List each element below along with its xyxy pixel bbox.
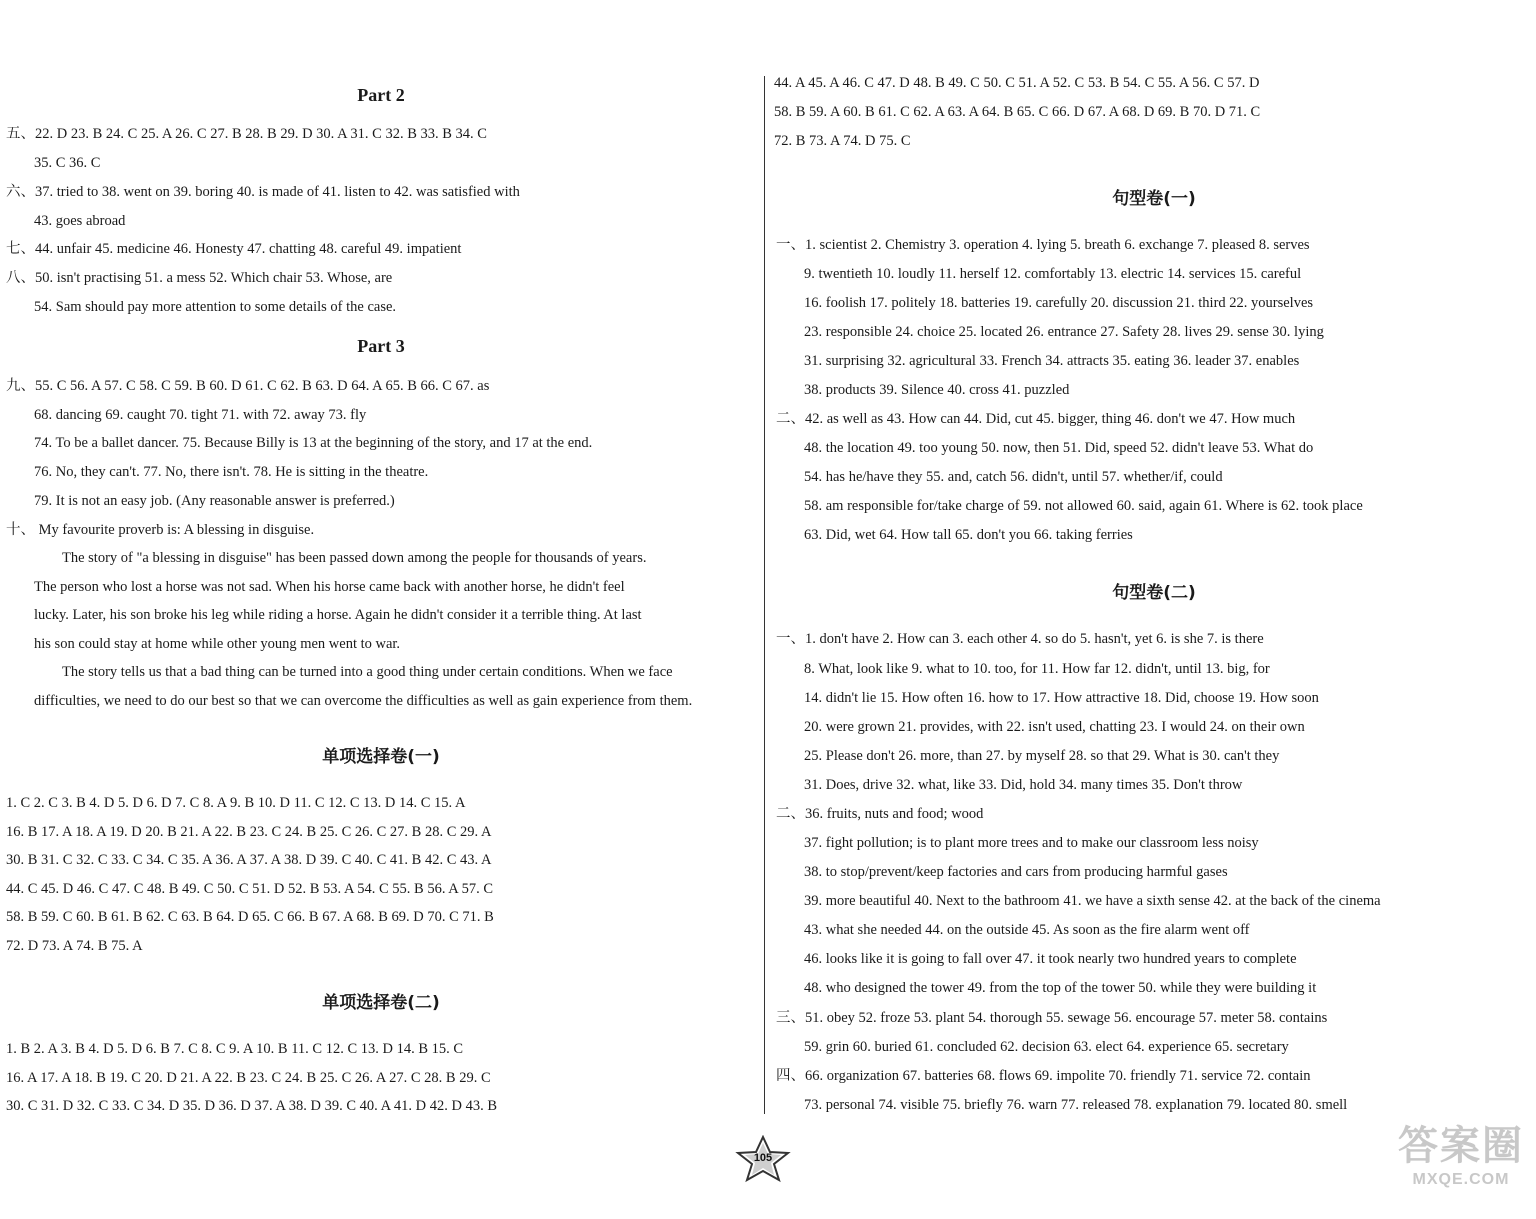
answer-line: 五、22. D 23. B 24. C 25. A 26. C 27. B 28. B 29. D 30. A 31. C 32. B 33. B 34. C (6, 126, 487, 142)
answer-line: 14. didn't lie 15. How often 16. how to 17. How attractive 18. Did, choose 19. How soon (804, 690, 1319, 706)
section-heading: 单项选择卷(二) (322, 993, 440, 1013)
answer-line: 37. fight pollution; is to plant more trees and to make our classroom less noisy (804, 835, 1259, 851)
answer-line: 79. It is not an easy job. (Any reasonable answer is preferred.) (34, 493, 395, 509)
answer-line: 44. C 45. D 46. C 47. C 48. B 49. C 50. C 51. D 52. B 53. A 54. C 55. B 56. A 57. C (6, 881, 494, 897)
answer-line: 三、51. obey 52. froze 53. plant 54. thorough 55. sewage 56. encourage 57. meter 58. contains (776, 1010, 1328, 1026)
answer-line: 72. B 73. A 74. D 75. C (774, 133, 911, 149)
page-number: 105 (753, 1152, 773, 1164)
answer-line: 8. What, look like 9. what to 10. too, for 11. How far 12. didn't, until 13. big, for (804, 661, 1270, 677)
answer-line: 30. B 31. C 32. C 33. C 34. C 35. A 36. A 37. A 38. D 39. C 40. C 41. B 42. C 43. A (6, 852, 492, 868)
answer-line: 43. goes abroad (34, 213, 126, 229)
section-heading: 句型卷(二) (1112, 583, 1196, 603)
answer-line: 44. A 45. A 46. C 47. D 48. B 49. C 50. C 51. A 52. C 53. B 54. C 55. A 56. C 57. D (774, 75, 1260, 91)
answer-line: lucky. Later, his son broke his leg while riding a horse. Again he didn't consider it a terrible thing. At last (34, 607, 642, 623)
answer-line: 63. Did, wet 64. How tall 65. don't you 66. taking ferries (804, 527, 1133, 543)
answer-line: 二、36. fruits, nuts and food; wood (776, 806, 984, 822)
answer-line: 四、66. organization 67. batteries 68. flows 69. impolite 70. friendly 71. service 72. contain (776, 1068, 1311, 1084)
answer-line: 58. B 59. A 60. B 61. C 62. A 63. A 64. B 65. C 66. D 67. A 68. D 69. B 70. D 71. C (774, 104, 1261, 120)
answer-line: 1. C 2. C 3. B 4. D 5. D 6. D 7. C 8. A 9. B 10. D 11. C 12. C 13. D 14. C 15. A (6, 795, 466, 811)
answer-line: 31. Does, drive 32. what, like 33. Did, hold 34. many times 35. Don't throw (804, 777, 1243, 793)
answer-line: 73. personal 74. visible 75. briefly 76. warn 77. released 78. explanation 79. located 80. smell (804, 1097, 1348, 1113)
answer-line: 72. D 73. A 74. B 75. A (6, 938, 143, 954)
answer-line: 59. grin 60. buried 61. concluded 62. decision 63. elect 64. experience 65. secretary (804, 1039, 1289, 1055)
answer-line: 43. what she needed 44. on the outside 45. As soon as the fire alarm went off (804, 922, 1250, 938)
answer-line: 16. foolish 17. politely 18. batteries 19. carefully 20. discussion 21. third 22. yourselves (804, 295, 1314, 311)
answer-line: 54. Sam should pay more attention to some details of the case. (34, 299, 397, 315)
answer-line: 48. who designed the tower 49. from the top of the tower 50. while they were building it (804, 980, 1317, 996)
answer-line: 1. B 2. A 3. B 4. D 5. D 6. B 7. C 8. C 9. A 10. B 11. C 12. C 13. D 14. B 15. C (6, 1041, 464, 1057)
answer-line: 48. the location 49. too young 50. now, then 51. Did, speed 52. didn't leave 53. What do (804, 440, 1314, 456)
answer-line: his son could stay at home while other young men went to war. (34, 636, 401, 652)
watermark-url: MXQE.COM (1412, 1171, 1510, 1188)
answer-line: 十、 My favourite proverb is: A blessing in disguise. (6, 522, 315, 538)
answer-line: 9. twentieth 10. loudly 11. herself 12. comfortably 13. electric 14. services 15. careful (804, 266, 1302, 282)
answer-line: 六、37. tried to 38. went on 39. boring 40. is made of 41. listen to 42. was satisfied with (6, 184, 520, 200)
watermark-logo (1396, 1121, 1526, 1211)
answer-line: 68. dancing 69. caught 70. tight 71. with 72. away 73. fly (34, 407, 367, 423)
answer-line: 八、50. isn't practising 51. a mess 52. Which chair 53. Whose, are (6, 270, 393, 286)
answer-line: The story of "a blessing in disguise" has been passed down among the people for thousands of years. (62, 550, 647, 566)
column-divider (764, 76, 765, 1114)
answer-line: 76. No, they can't. 77. No, there isn't. 78. He is sitting in the theatre. (34, 464, 429, 480)
answer-line: 25. Please don't 26. more, than 27. by myself 28. so that 29. What is 30. can't they (804, 748, 1280, 764)
section-heading: Part 3 (357, 336, 405, 356)
answer-line: 74. To be a ballet dancer. 75. Because Billy is 13 at the beginning of the story, and 17 at the end. (34, 435, 593, 451)
section-heading: Part 2 (357, 85, 405, 105)
answer-line: 38. products 39. Silence 40. cross 41. puzzled (804, 382, 1070, 398)
answer-line: 58. B 59. C 60. B 61. B 62. C 63. B 64. D 65. C 66. B 67. A 68. B 69. D 70. C 71. B (6, 909, 494, 925)
answer-line: 16. A 17. A 18. B 19. C 20. D 21. A 22. B 23. C 24. B 25. C 26. A 27. C 28. B 29. C (6, 1070, 491, 1086)
answer-line: 30. C 31. D 32. C 33. C 34. D 35. D 36. D 37. A 38. D 39. C 40. A 41. D 42. D 43. B (6, 1098, 498, 1114)
answer-line: 七、44. unfair 45. medicine 46. Honesty 47. chatting 48. careful 49. impatient (6, 241, 462, 257)
answer-line: 31. surprising 32. agricultural 33. French 34. attracts 35. eating 36. leader 37. enables (804, 353, 1300, 369)
answer-line: difficulties, we need to do our best so that we can overcome the difficulties as well as gain experience from them. (34, 693, 693, 709)
answer-line: 一、1. don't have 2. How can 3. each other 4. so do 5. hasn't, yet 6. is she 7. is there (776, 631, 1264, 647)
answer-line: 一、1. scientist 2. Chemistry 3. operation 4. lying 5. breath 6. exchange 7. pleased 8. serves (776, 237, 1310, 253)
answer-line: The person who lost a horse was not sad. When his horse came back with another horse, he didn't feel (34, 579, 625, 595)
answer-line: 58. am responsible for/take charge of 59. not allowed 60. said, again 61. Where is 62. took place (804, 498, 1363, 514)
answer-line: 二、42. as well as 43. How can 44. Did, cut 45. bigger, thing 46. don't we 47. How much (776, 411, 1296, 427)
answer-line: 46. looks like it is going to fall over 47. it took nearly two hundred years to complete (804, 951, 1297, 967)
answer-line: 39. more beautiful 40. Next to the bathroom 41. we have a sixth sense 42. at the back of the cinema (804, 893, 1381, 909)
page-number-badge (733, 1135, 793, 1183)
answer-line: 20. were grown 21. provides, with 22. isn't used, chatting 23. I would 24. on their own (804, 719, 1305, 735)
answer-line: 九、55. C 56. A 57. C 58. C 59. B 60. D 61. C 62. B 63. D 64. A 65. B 66. C 67. as (6, 378, 490, 394)
section-heading: 句型卷(一) (1112, 189, 1196, 209)
answer-line: 16. B 17. A 18. A 19. D 20. B 21. A 22. B 23. C 24. B 25. C 26. C 27. B 28. C 29. A (6, 824, 492, 840)
answer-line: The story tells us that a bad thing can be turned into a good thing under certain conditions. When we face (62, 664, 673, 680)
answer-line: 54. has he/have they 55. and, catch 56. didn't, until 57. whether/if, could (804, 469, 1223, 485)
watermark-text: 答案圈 (1398, 1124, 1524, 1168)
answer-line: 38. to stop/prevent/keep factories and cars from producing harmful gases (804, 864, 1228, 880)
section-heading: 单项选择卷(一) (322, 747, 440, 767)
answer-line: 35. C 36. C (34, 155, 101, 171)
answer-line: 23. responsible 24. choice 25. located 26. entrance 27. Safety 28. lives 29. sense 30. lying (804, 324, 1324, 340)
